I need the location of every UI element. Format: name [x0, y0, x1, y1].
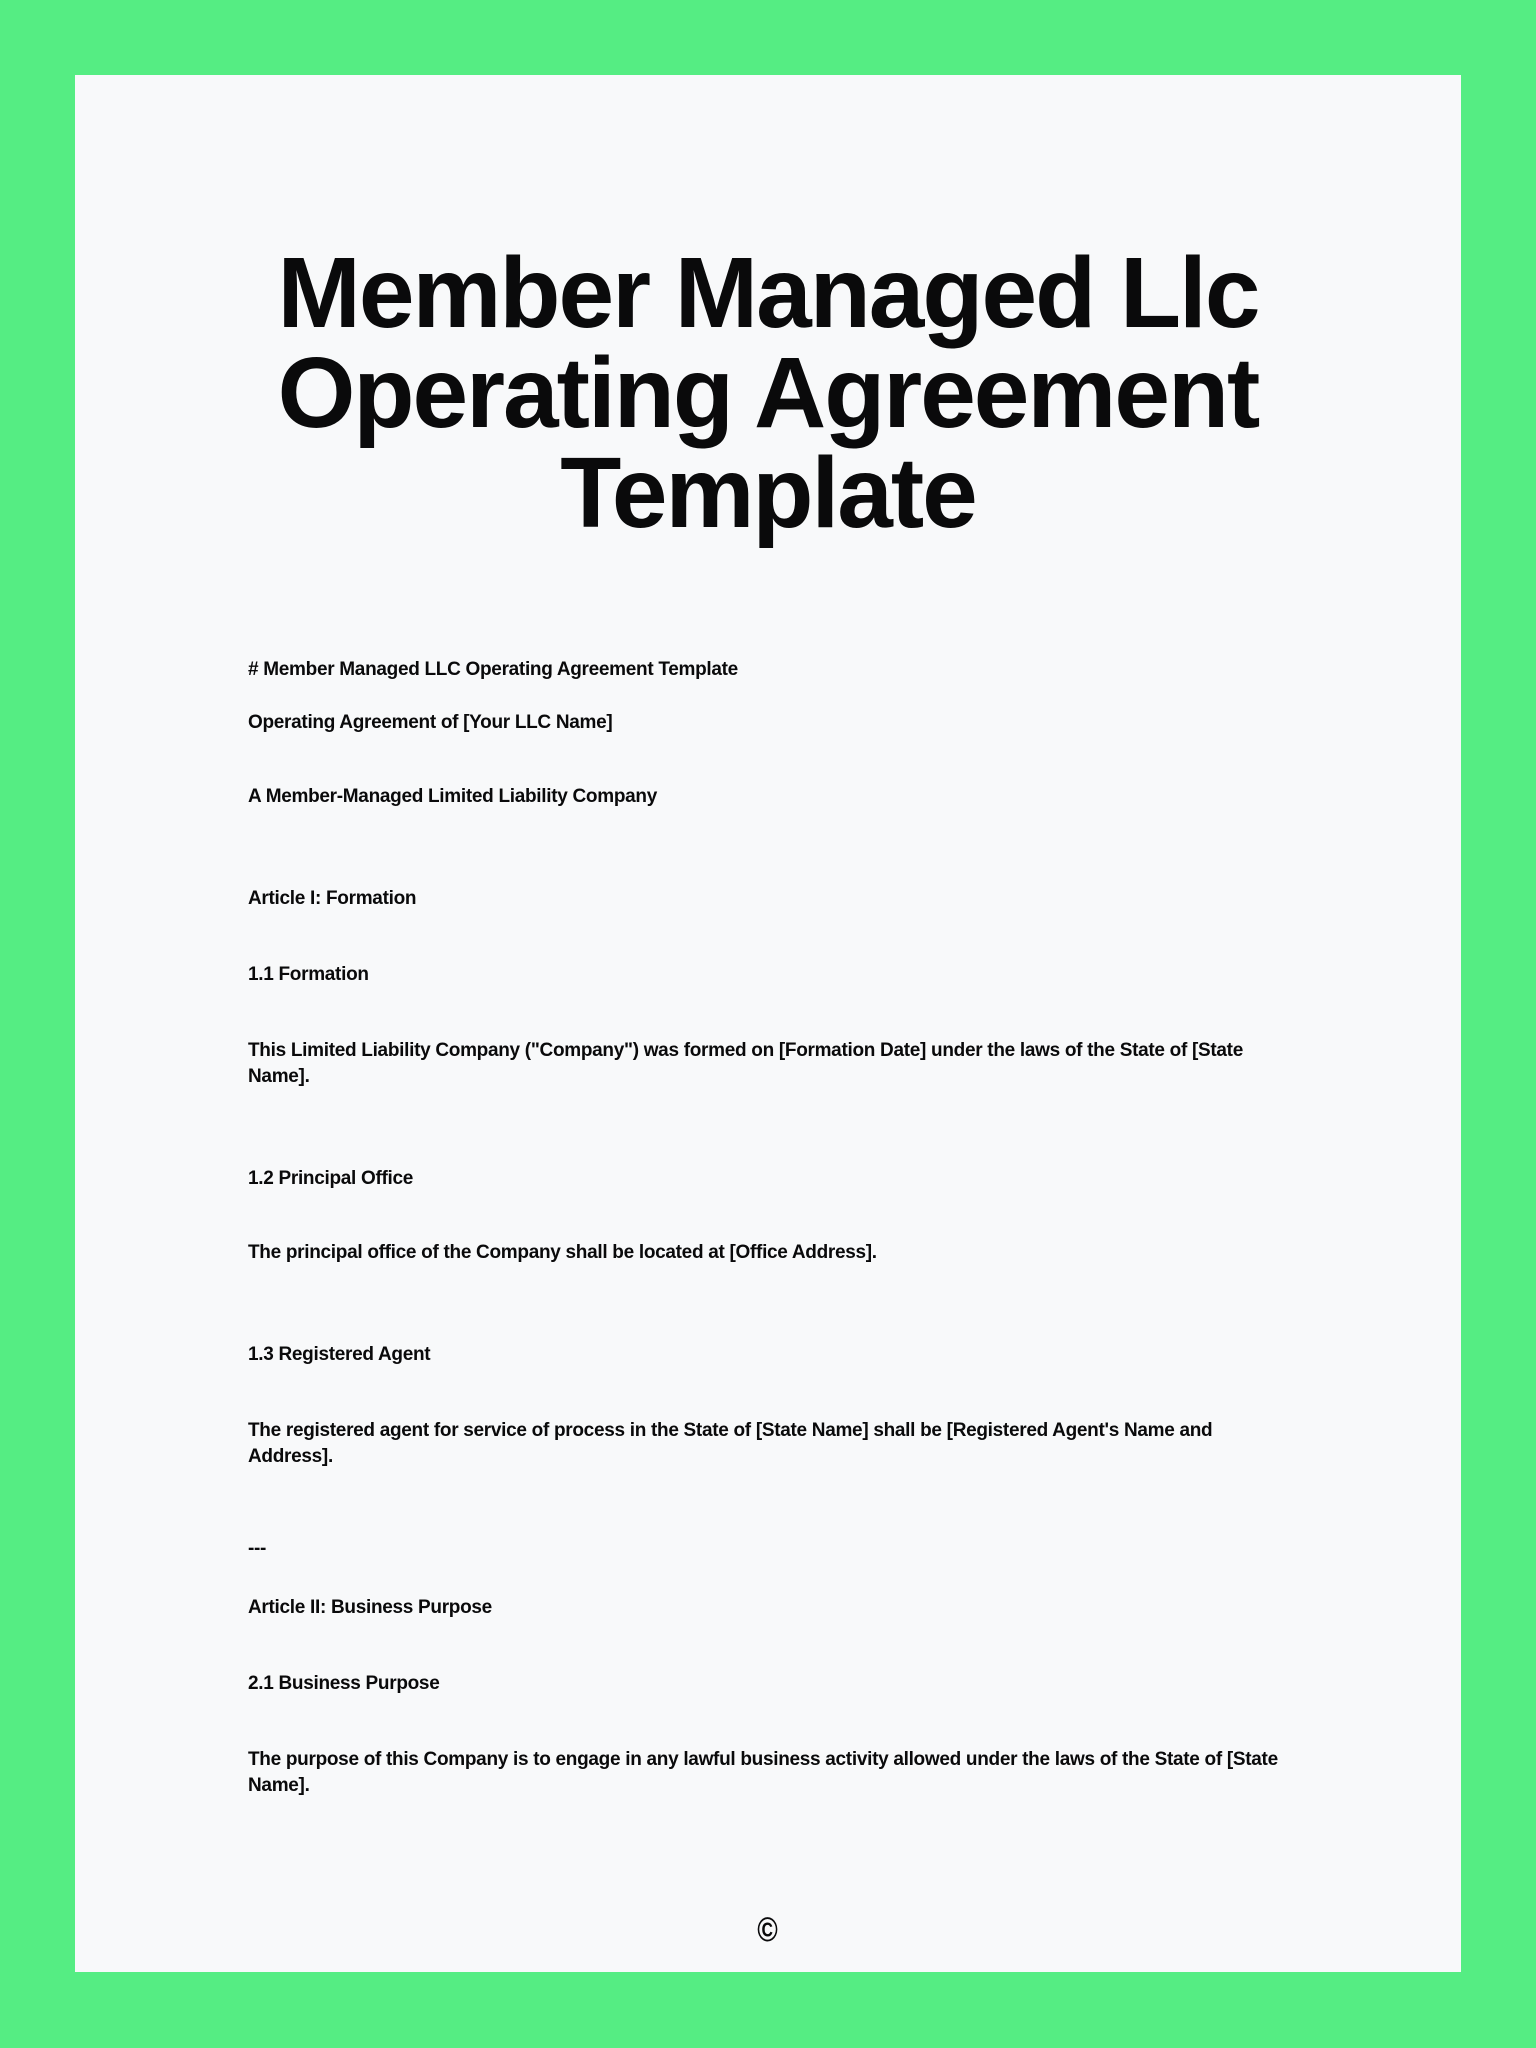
section-1-2-heading: 1.2 Principal Office [248, 1168, 414, 1189]
article-1-heading: Article I: Formation [248, 888, 417, 909]
section-1-3-paragraph: The registered agent for service of process in the State of [State Name] shall be [Registered Agent's Name and Address]. [248, 1420, 1213, 1467]
md-source-heading: # Member Managed LLC Operating Agreement Template [248, 659, 738, 680]
section-2-1-paragraph: The purpose of this Company is to engage in any lawful business activity allowed under the laws of the State of [State Name]. [248, 1749, 1278, 1796]
doc-subtitle-type: A Member-Managed Limited Liability Company [248, 786, 657, 807]
divider-text: --- [248, 1538, 267, 1559]
section-1-1-paragraph: This Limited Liability Company ("Company") was formed on [Formation Date] under the laws of the State of [State Name]. [248, 1040, 1243, 1087]
article-2-heading: Article II: Business Purpose [248, 1597, 492, 1618]
page-footer [75, 1911, 1461, 1950]
doc-subtitle-llc-name: Operating Agreement of [Your LLC Name] [248, 712, 613, 733]
section-1-1-heading: 1.1 Formation [248, 964, 369, 985]
document-body [248, 657, 1288, 1799]
section-1-3-heading: 1.3 Registered Agent [248, 1344, 431, 1365]
document-content [248, 75, 1288, 1799]
copyright-icon: © [757, 1911, 779, 1949]
section-1-2-paragraph: The principal office of the Company shall be located at [Office Address]. [248, 1242, 877, 1263]
page-title: Member Managed Llc Operating Agreement Template [277, 237, 1259, 549]
section-2-1-heading: 2.1 Business Purpose [248, 1673, 440, 1694]
document-page [75, 75, 1461, 1972]
